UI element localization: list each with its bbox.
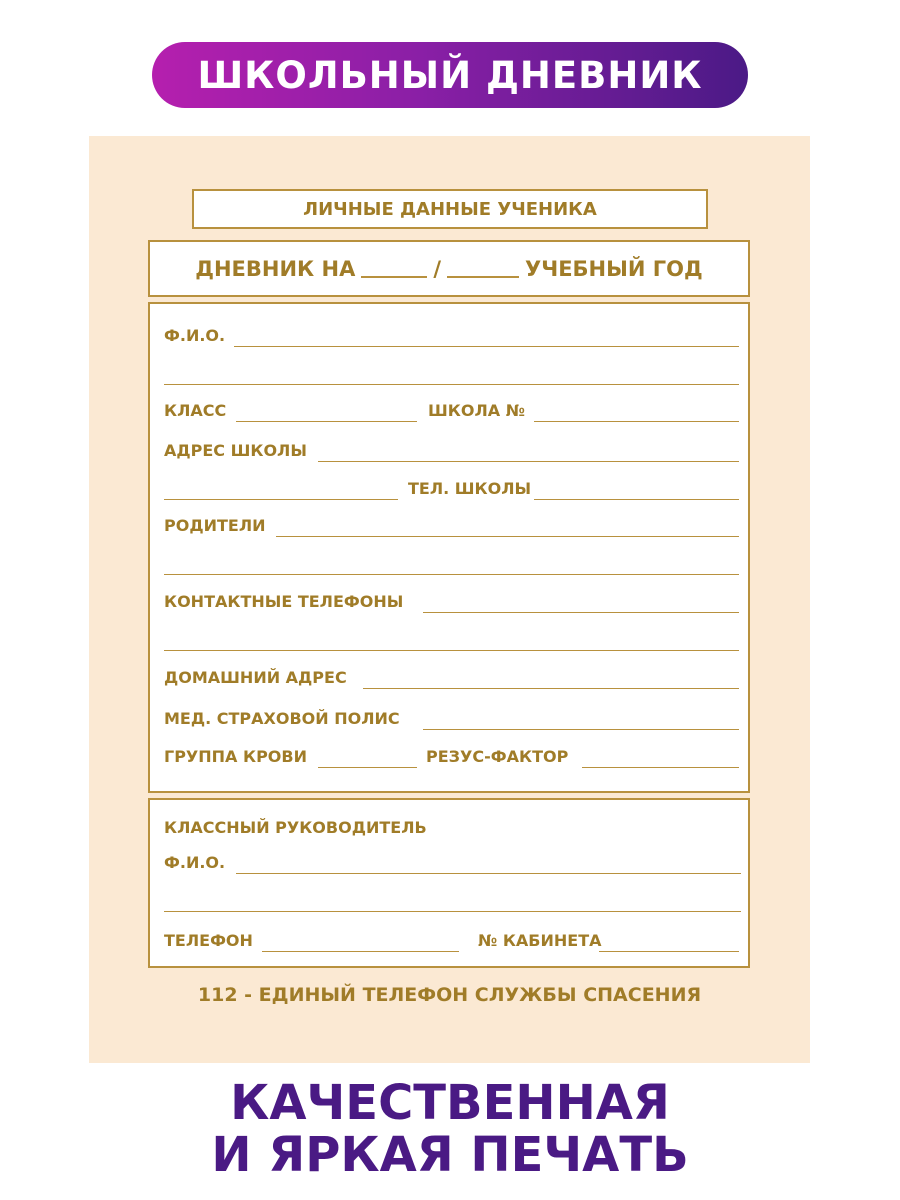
blood-group-label: ГРУППА КРОВИ [164,747,307,766]
insurance-label: МЕД. СТРАХОВОЙ ПОЛИС [164,709,400,728]
school-phone-line[interactable] [534,499,739,500]
teacher-phone-line[interactable] [262,951,459,952]
teacher-fio-line[interactable] [236,873,741,874]
diary-page [89,136,810,1063]
school-address-line-2[interactable] [164,499,398,500]
emergency-note: 112 - ЕДИНЫЙ ТЕЛЕФОН СЛУЖБЫ СПАСЕНИЯ [197,984,702,1006]
student-data-box [148,302,750,793]
class-line[interactable] [236,421,417,422]
room-label: № КАБИНЕТА [478,931,602,950]
fio-line[interactable] [234,346,739,347]
rh-factor-label: РЕЗУС-ФАКТОР [426,747,569,766]
title-banner [152,42,748,108]
rh-factor-line[interactable] [582,767,739,768]
class-teacher-box [148,798,750,968]
contact-phones-line-2[interactable] [164,650,739,651]
year-end-blank[interactable] [447,260,519,278]
home-address-label: ДОМАШНИЙ АДРЕС [164,668,347,687]
form-heading: ЛИЧНЫЕ ДАННЫЕ УЧЕНИКА [303,198,597,220]
room-line[interactable] [599,951,739,952]
contact-phones-line[interactable] [423,612,739,613]
year-prefix: ДНЕВНИК НА [195,256,356,281]
parents-label: РОДИТЕЛИ [164,516,266,535]
contact-phones-label: КОНТАКТНЫЕ ТЕЛЕФОНЫ [164,592,404,611]
class-label: КЛАСС [164,401,227,420]
year-suffix: УЧЕБНЫЙ ГОД [525,256,703,281]
teacher-heading: КЛАССНЫЙ РУКОВОДИТЕЛЬ [164,818,427,837]
parents-line-2[interactable] [164,574,739,575]
school-address-line[interactable] [318,461,739,462]
school-no-label: ШКОЛА № [428,401,525,420]
year-start-blank[interactable] [361,260,427,278]
year-separator: / [433,256,442,281]
blood-group-line[interactable] [318,767,417,768]
fio-label: Ф.И.О. [164,326,226,345]
teacher-fio-line-2[interactable] [164,911,741,912]
insurance-line[interactable] [423,729,739,730]
teacher-phone-label: ТЕЛЕФОН [164,931,253,950]
home-address-line[interactable] [363,688,739,689]
form-heading-box [192,189,708,229]
promo-line-2: И ЯРКАЯ ПЕЧАТЬ [211,1127,689,1183]
promo-line-1: КАЧЕСТВЕННАЯ [230,1075,670,1131]
banner-title: ШКОЛЬНЫЙ ДНЕВНИК [197,53,703,97]
school-year-box [148,240,750,297]
school-phone-label: ТЕЛ. ШКОЛЫ [408,479,532,498]
teacher-fio-label: Ф.И.О. [164,853,226,872]
school-address-label: АДРЕС ШКОЛЫ [164,441,307,460]
school-no-line[interactable] [534,421,739,422]
fio-line-2[interactable] [164,384,739,385]
parents-line[interactable] [276,536,739,537]
